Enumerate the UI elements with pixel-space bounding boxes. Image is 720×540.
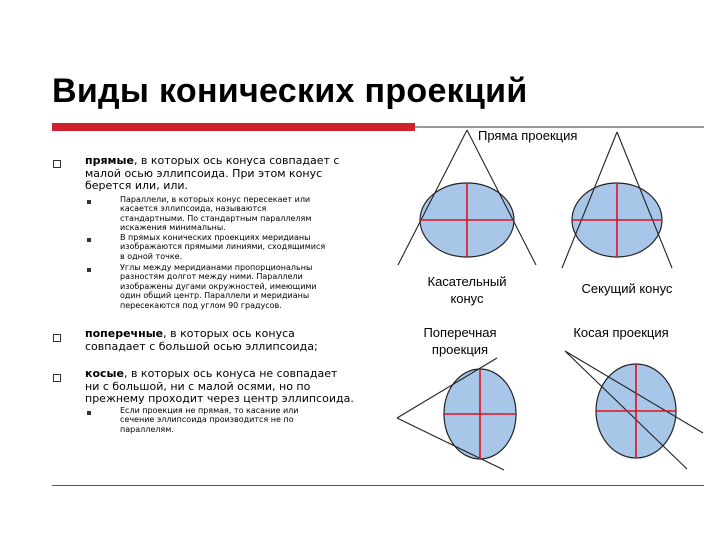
caption-transverse: Поперечная проекция — [423, 325, 497, 357]
sub-bullet-angles: Углы между меридианами пропорциональны разностям долгот между ними. Параллели изображены дугами окружностей, имеющими один общий центр. Параллели и меридианы пересекаются под углом 90 градусов. — [120, 263, 317, 310]
sub-bullet-meridians: В прямых конических проекциях меридианы изображаются прямыми линиями, сходящимися в одной точке. — [120, 233, 326, 261]
bullet-transverse: поперечные, в которых ось конуса совпадает с большой осью эллипсоида; — [85, 327, 318, 353]
bullet-direct: прямые, в которых ось конуса совпадает с малой осью эллипсоида. При этом конус берется или, или. — [85, 154, 340, 192]
bottom-divider — [52, 485, 704, 486]
oblique-projection-diagram — [565, 351, 703, 469]
tangent-cone-diagram — [398, 130, 536, 265]
bullet-oblique: косые, в которых ось конуса не совпадает ни с большой, ни с малой осями, но по прежнему проходит через центр эллипсоида. — [85, 367, 354, 405]
caption-secant-cone: Секущий конус — [581, 281, 673, 296]
caption-tangent-cone: Касательный конус — [427, 274, 507, 306]
keyword-oblique: косые — [85, 367, 124, 380]
top-right-label: Пряма проекция — [478, 128, 578, 143]
keyword-direct: прямые — [85, 154, 134, 167]
secant-cone-diagram — [562, 132, 672, 268]
keyword-transverse: поперечные — [85, 327, 164, 340]
slide-title: Виды конических проекций — [52, 72, 528, 110]
caption-oblique: Косая проекция — [573, 325, 669, 340]
transverse-projection-diagram — [397, 358, 516, 470]
sub-bullet-standard-parallels: Параллели, в которых конус пересекает или касается эллипсоида, называются стандартными. По стандартным параллелям искажения минимальны. — [120, 195, 312, 233]
sub-bullet-oblique-note: Если проекция не прямая, то касание или сечение эллипсоида производится не по параллелям. — [120, 406, 299, 434]
